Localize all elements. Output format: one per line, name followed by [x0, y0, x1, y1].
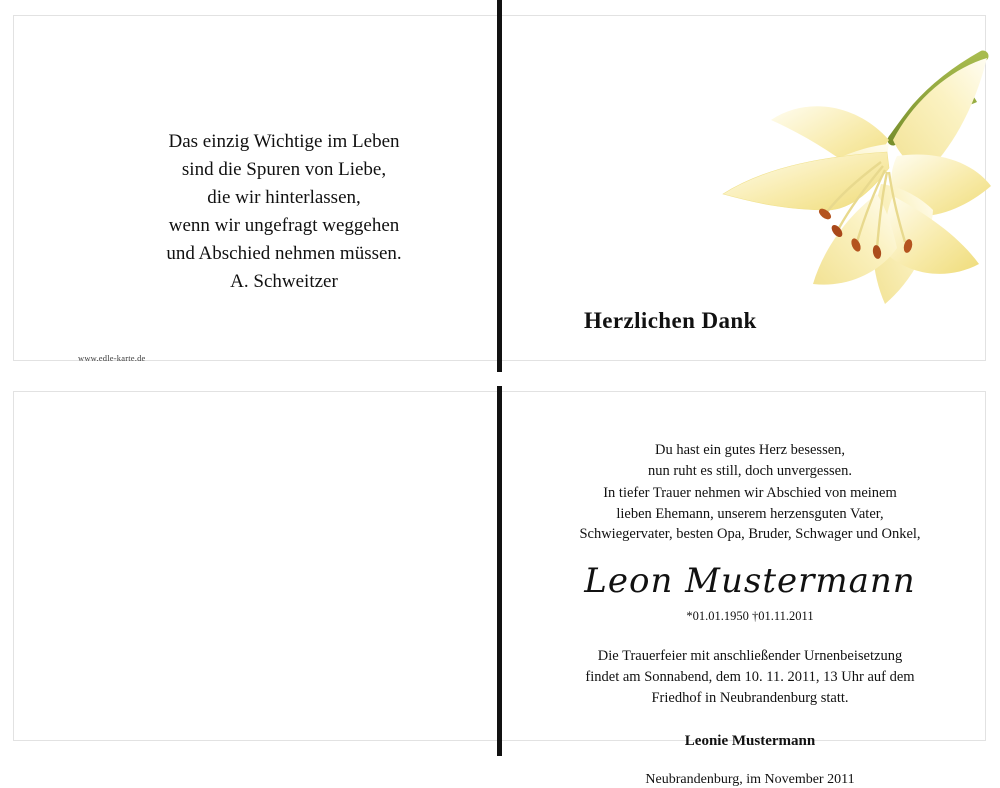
intro-line: In tiefer Trauer nehmen wir Abschied von meinem [603, 485, 897, 502]
petal-shape [723, 152, 889, 210]
obituary-intro [540, 483, 960, 545]
poem-line: wenn wir ungefragt weggehen [168, 214, 400, 236]
ceremony-line: Friedhof in Neubrandenburg statt. [651, 689, 849, 706]
intro-line: Schwiegervater, besten Opa, Bruder, Schwager und Onkel, [579, 526, 921, 543]
thanks-heading: Herzlichen Dank [584, 308, 757, 333]
website-url: www.edle-karte.de [78, 353, 146, 363]
poem-line: sind die Spuren von Liebe, [181, 158, 387, 180]
place-and-date: Neubrandenburg, im November 2011 [645, 771, 855, 787]
card-fold-line-bottom [497, 386, 502, 756]
card-fold-line-top [497, 0, 502, 372]
verse-line: nun ruht es still, doch unvergessen. [648, 462, 852, 479]
birth-death-dates: *01.01.1950 †01.11.2011 [686, 608, 814, 623]
card-front-panel [502, 16, 985, 360]
poem-block [74, 128, 494, 296]
deceased-name: Leon Mustermann [584, 560, 916, 601]
ceremony-line: Die Trauerfeier mit anschließender Urnenbeisetzung [597, 647, 903, 664]
lily-flower-illustration [631, 44, 991, 344]
intro-line: lieben Ehemann, unserem herzensguten Vater, [616, 505, 884, 522]
poem-line: und Abschied nehmen müssen. [166, 242, 402, 264]
poem-author: A. Schweitzer [230, 270, 338, 292]
obituary-block [540, 440, 960, 788]
ceremony-line: findet am Sonnabend, dem 10. 11. 2011, 13 Uhr auf dem [585, 668, 915, 685]
ceremony-details [540, 646, 960, 709]
family-signature: Leonie Mustermann [684, 732, 816, 749]
poem-line: Das einzig Wichtige im Leben [168, 131, 400, 152]
obituary-verse [540, 440, 960, 481]
verse-line: Du hast ein gutes Herz besessen, [654, 442, 846, 458]
poem-line: die wir hinterlassen, [207, 186, 361, 208]
